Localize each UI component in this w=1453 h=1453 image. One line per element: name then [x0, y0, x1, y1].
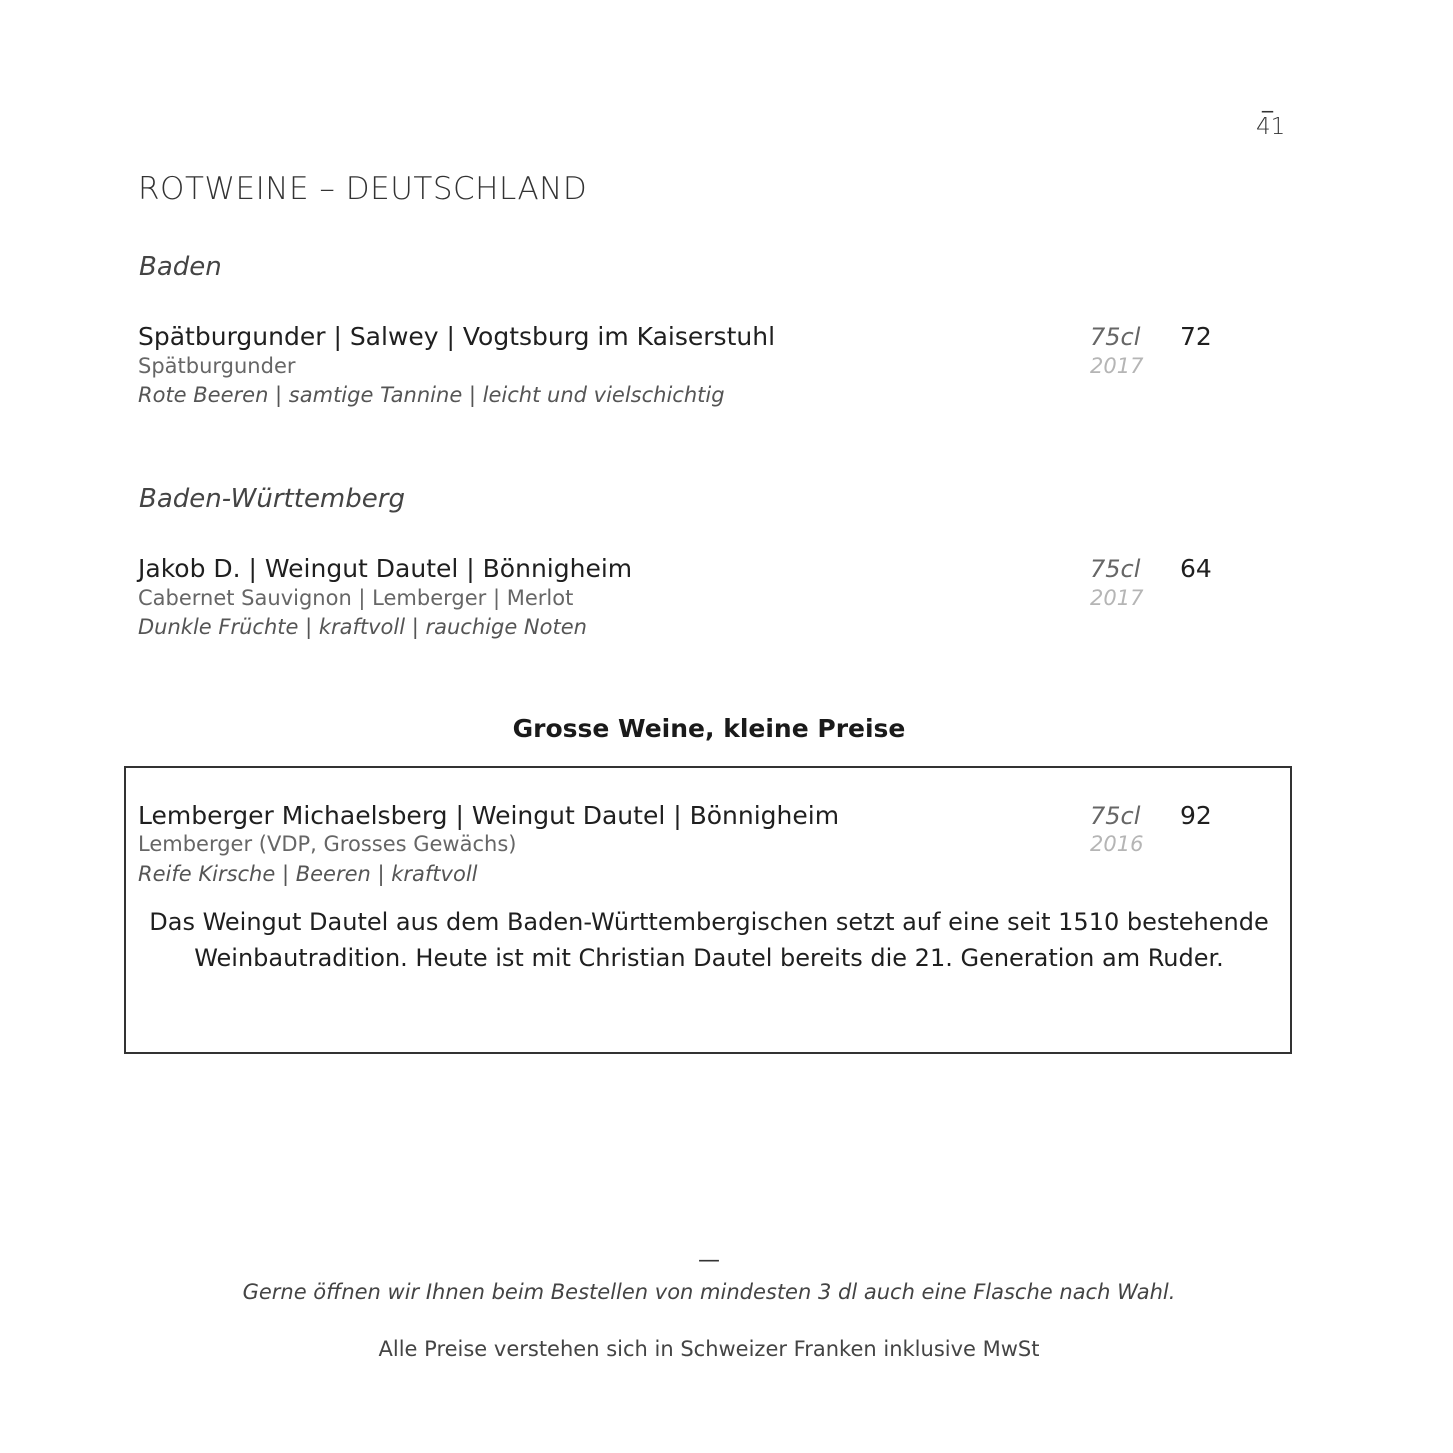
wine-volume: 75cl — [1090, 555, 1141, 583]
wine-price: 64 — [1180, 554, 1212, 583]
wine-grape: Cabernet Sauvignon | Lemberger | Merlot — [138, 586, 574, 610]
wine-volume: 75cl — [1090, 323, 1141, 351]
wine-price: 72 — [1180, 322, 1212, 351]
wine-tasting-notes: Rote Beeren | samtige Tannine | leicht und vielschichtig — [138, 383, 725, 407]
page-title: ROTWEINE – DEUTSCHLAND — [138, 171, 588, 207]
wine-grape: Spätburgunder — [138, 354, 296, 378]
page-number: 41 — [1256, 114, 1286, 140]
region-heading-baden: Baden — [139, 252, 222, 282]
wine-grape: Lemberger (VDP, Grosses Gewächs) — [138, 832, 517, 856]
promo-title: Grosse Weine, kleine Preise — [512, 714, 906, 743]
wine-tasting-notes: Dunkle Früchte | kraftvoll | rauchige Noten — [138, 615, 587, 639]
promo-description: Das Weingut Dautel aus dem Baden-Württembergischen setzt auf eine seit 1510 bestehende Weinbautradition. Heute ist mit Christian Dautel bereits die 21. Generation am Ruder. — [149, 908, 1269, 972]
wine-tasting-notes: Reife Kirsche | Beeren | kraftvoll — [138, 862, 478, 886]
wine-vintage: 2017 — [1090, 586, 1144, 610]
page-number-dash: _ — [1262, 88, 1273, 113]
wine-vintage: 2016 — [1090, 832, 1144, 856]
footer-price-info: Alle Preise verstehen sich in Schweizer Franken inklusive MwSt — [378, 1337, 1040, 1361]
wine-name: Spätburgunder | Salwey | Vogtsburg im Kaiserstuhl — [138, 322, 776, 351]
wine-volume: 75cl — [1090, 802, 1141, 830]
footer-note: Gerne öffnen wir Ihnen beim Bestellen von mindesten 3 dl auch eine Flasche nach Wahl. — [242, 1280, 1176, 1304]
footer-divider: — — [698, 1248, 720, 1273]
wine-name: Lemberger Michaelsberg | Weingut Dautel | Bönnigheim — [138, 801, 840, 830]
region-heading-baden-wuerttemberg: Baden-Württemberg — [139, 484, 405, 514]
wine-name: Jakob D. | Weingut Dautel | Bönnigheim — [138, 554, 633, 583]
wine-vintage: 2017 — [1090, 354, 1144, 378]
wine-price: 92 — [1180, 801, 1212, 830]
